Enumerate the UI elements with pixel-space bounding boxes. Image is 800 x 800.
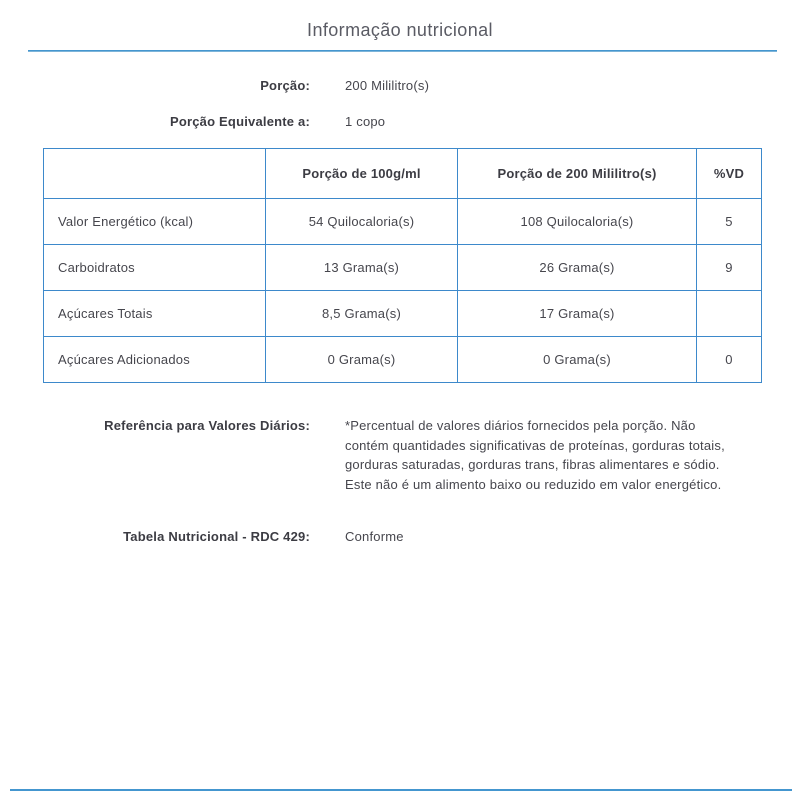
rdc-429-value: Conforme <box>345 529 404 544</box>
table-row <box>44 337 762 383</box>
per-100g-cell: 13 Grama(s) <box>266 245 458 291</box>
per-100g-cell: 54 Quilocaloria(s) <box>266 199 458 245</box>
portion-label: Porção: <box>260 78 310 93</box>
nutrient-name-cell: Carboidratos <box>44 245 266 291</box>
table-header-row <box>44 149 762 199</box>
title-divider-line <box>28 50 777 52</box>
per-100g-cell: 8,5 Grama(s) <box>266 291 458 337</box>
header-per-100g: Porção de 100g/ml <box>266 149 458 199</box>
table-row <box>44 291 762 337</box>
nutrient-name-cell: Açúcares Totais <box>44 291 266 337</box>
header-vd-percent: %VD <box>697 149 762 199</box>
daily-values-reference-label: Referência para Valores Diários: <box>104 418 310 433</box>
table-row <box>44 245 762 291</box>
per-100g-cell: 0 Grama(s) <box>266 337 458 383</box>
table-row <box>44 199 762 245</box>
nutrition-table <box>43 148 762 383</box>
vd-percent-cell: 9 <box>697 245 762 291</box>
per-200ml-cell: 26 Grama(s) <box>458 245 697 291</box>
nutrient-name-cell: Açúcares Adicionados <box>44 337 266 383</box>
vd-percent-cell: 0 <box>697 337 762 383</box>
vd-percent-cell: 5 <box>697 199 762 245</box>
vd-percent-cell <box>697 291 762 337</box>
daily-values-reference-text: *Percentual de valores diários fornecidos pela porção. Não contém quantidades significativas de proteínas, gorduras totais, gorduras saturadas, gorduras trans, fibras alimentares e sódio. Este não é um alimento baixo ou reduzido em valor energético. <box>345 418 725 492</box>
header-nutrient <box>44 149 266 199</box>
header-per-200ml: Porção de 200 Mililitro(s) <box>458 149 697 199</box>
per-200ml-cell: 108 Quilocaloria(s) <box>458 199 697 245</box>
portion-equivalent-value: 1 copo <box>345 114 386 129</box>
bottom-divider-line <box>10 789 792 791</box>
page-title: Informação nutricional <box>307 20 493 40</box>
per-200ml-cell: 17 Grama(s) <box>458 291 697 337</box>
rdc-429-label: Tabela Nutricional - RDC 429: <box>123 529 310 544</box>
nutrient-name-cell: Valor Energético (kcal) <box>44 199 266 245</box>
portion-value: 200 Mililitro(s) <box>345 78 430 93</box>
portion-equivalent-label: Porção Equivalente a: <box>169 114 310 129</box>
per-200ml-cell: 0 Grama(s) <box>458 337 697 383</box>
